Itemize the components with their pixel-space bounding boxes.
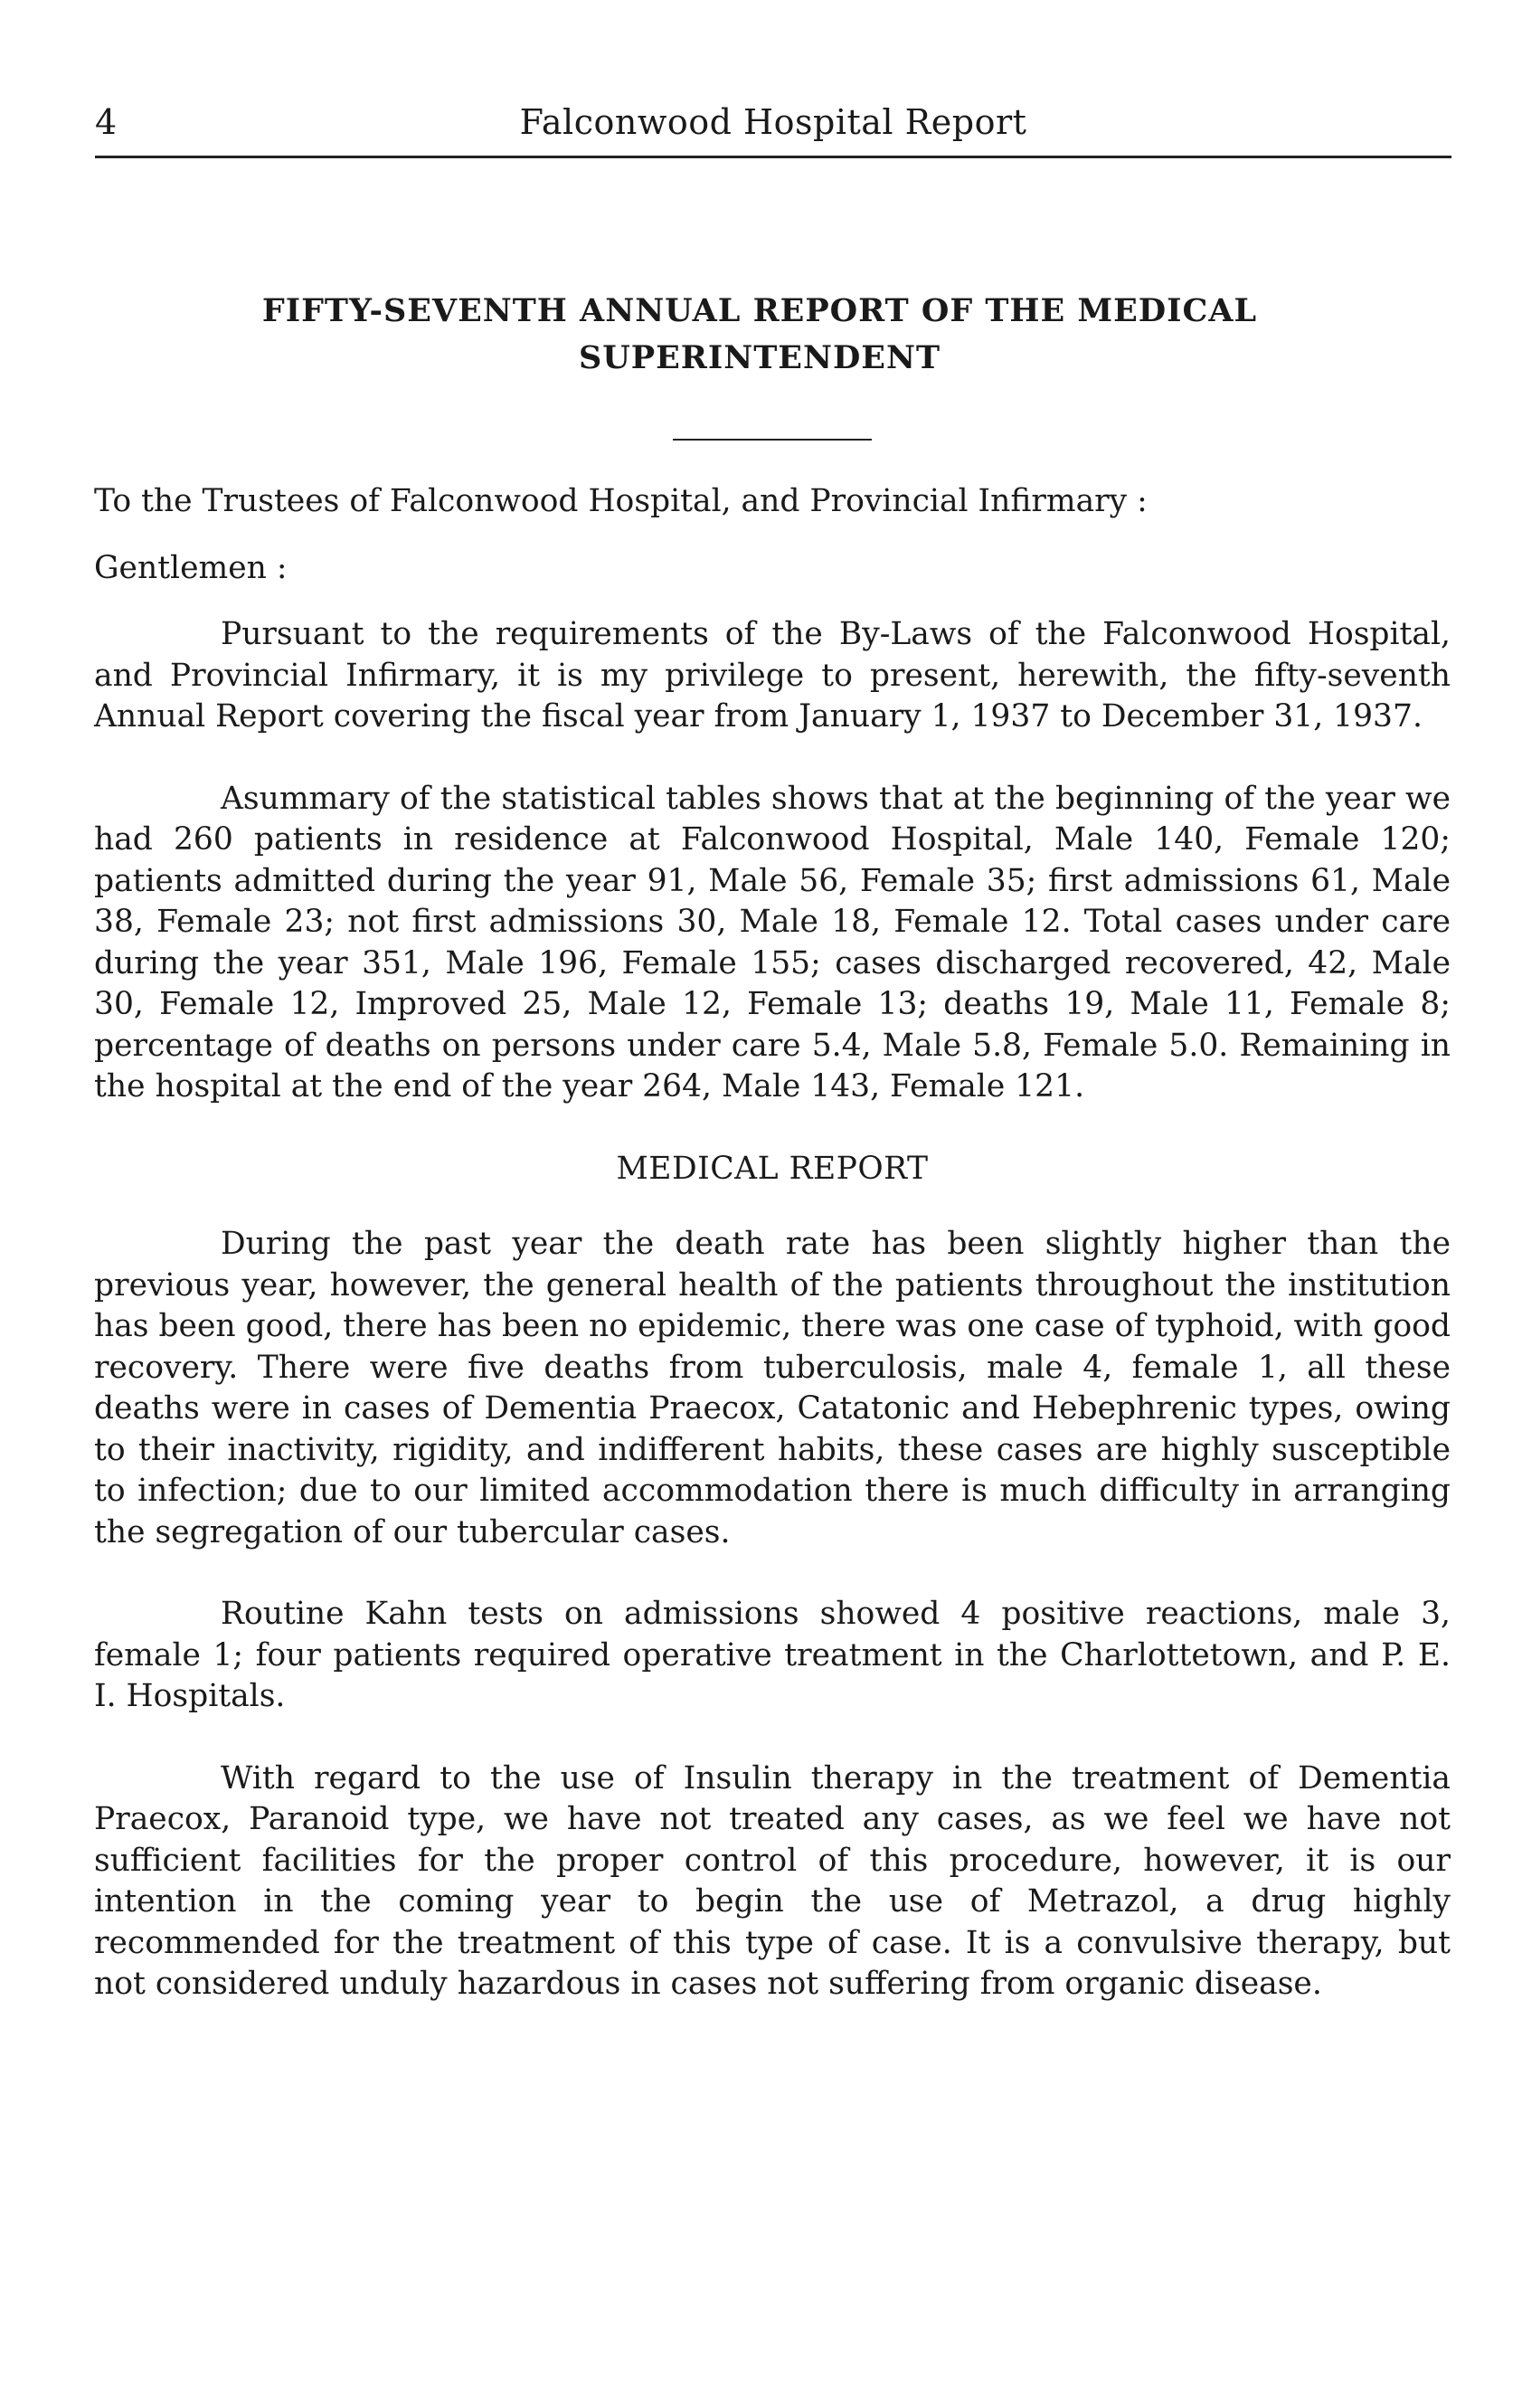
addressee-line: To the Trustees of Falconwood Hospital, and Provincial Infirmary : [94, 483, 1148, 519]
running-head [95, 100, 1451, 156]
medical-paragraph-health: During the past year the death rate has been slightly higher than the previous year, however, the general health of the patients throughout the institution has been good, there has been no epidemic, there was one case of typhoid, with good recovery. There were five deaths from tuberculosis, male 4, female 1, all these deaths were in cases of Dementia Praecox, Catatonic and Hebephrenic types, owing to their inactivity, rigidity, and indifferent habits, these cases are highly susceptible to infection; due to our limited accommodation there is much difficulty in arranging the segregation of our tubercular cases. [94, 1226, 1451, 1550]
header-rule [95, 156, 1451, 158]
report-title: FIFTY-SEVENTH ANNUAL REPORT OF THE MEDICAL SUPERINTENDENT [261, 292, 1258, 376]
report-body [94, 481, 1451, 2046]
medical-report-heading: MEDICAL REPORT [616, 1150, 929, 1187]
statistics-summary-paragraph: Asummary of the statistical tables shows that at the beginning of the year we had 260 patients in residence at Falconwood Hospital, Male 140, Female 120; patients admitted during the year 91, Male 56, Female 35; first admissions 61, Male 38, Female 23; not first admissions 30, Male 18, Female 12. Total cases under care during the year 351, Male 196, Female 155; cases discharged recovered, 42, Male 30, Female 12, Improved 25, Male 12, Female 13; deaths 19, Male 11, Female 8; percentage of deaths on persons under care 5.4, Male 5.8, Female 5.0. Remaining in the hospital at the end of the year 264, Male 143, Female 121. [94, 780, 1451, 1104]
medical-paragraph-insulin-therapy: With regard to the use of Insulin therapy in the treatment of Dementia Praecox, Paranoid type, we have not treated any cases, as we feel we have not sufficient facilities for the proper control of this procedure, however, it is our intention in the coming year to begin the use of Metrazol, a drug highly recommended for the treatment of this type of case. It is a convulsive therapy, but not considered unduly hazardous in cases not suffering from organic disease. [94, 1759, 1451, 2002]
page-number: 4 [95, 102, 118, 142]
title-divider [673, 439, 872, 441]
running-title: Falconwood Hospital Report [519, 102, 1027, 142]
medical-paragraph-kahn-tests: Routine Kahn tests on admissions showed 4 positive reactions, male 3, female 1; four patients required operative treatment in the Charlottetown, and P. E. I. Hospitals. [94, 1596, 1451, 1714]
salutation-line: Gentlemen : [94, 549, 288, 586]
intro-paragraph: Pursuant to the requirements of the By-Laws of the Falconwood Hospital, and Provincial Infirmary, it is my privilege to present, herewith, the fifty-seventh Annual Report covering the fiscal year from January 1, 1937 to December 31, 1937. [94, 616, 1451, 735]
